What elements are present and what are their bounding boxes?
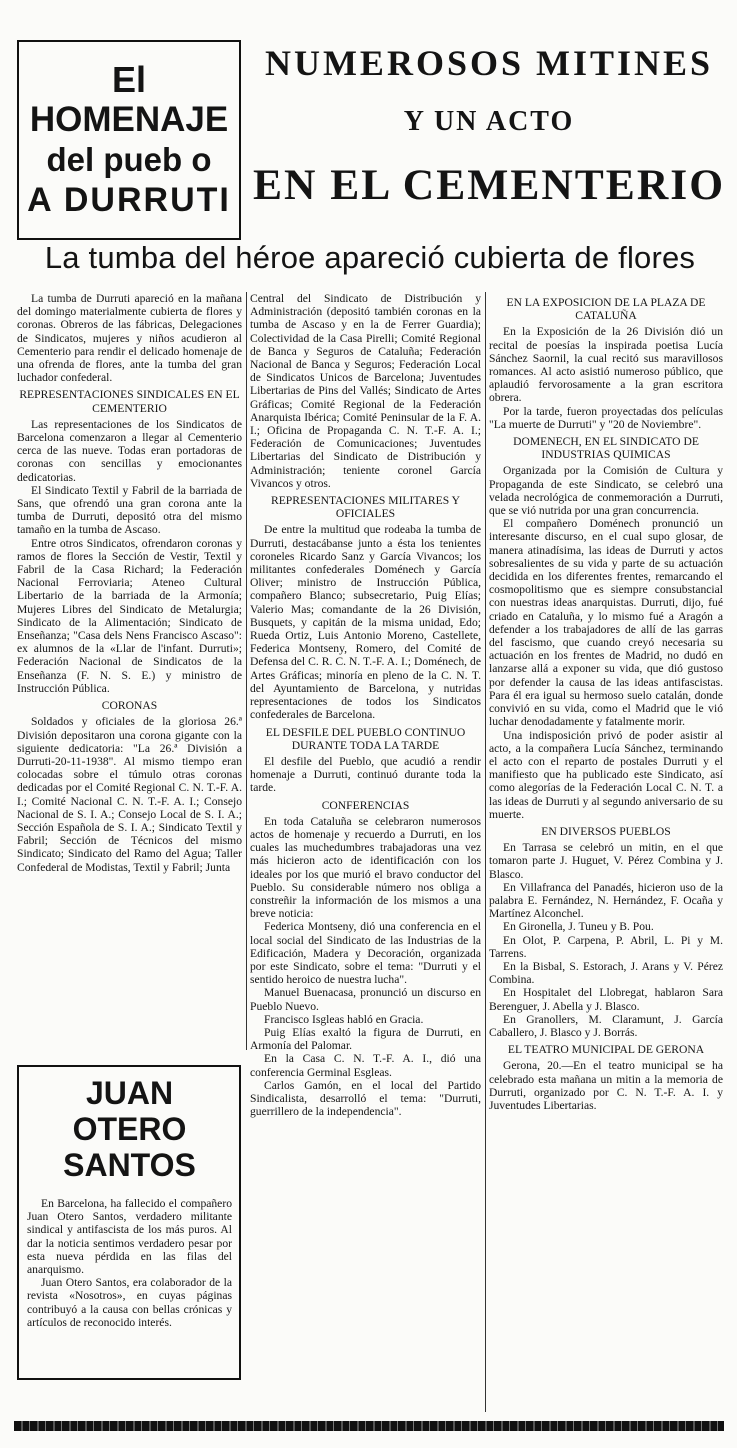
paragraph: Puig Elías exaltó la figura de Durruti, en Armonía del Palomar. xyxy=(250,1025,481,1053)
paragraph: Organizada por la Comisión de Cultura y Propaganda de este Sindicato, se celebró una velada necrológica de conmemoración a Durruti, que se vió nutrida por una gran concurrencia. xyxy=(489,464,723,518)
section-heading: EL DESFILE DEL PUEBLO CONTINUO DURANTE TODA LA TARDE xyxy=(265,725,466,752)
paragraph: Gerona, 20.—En el teatro municipal se ha celebrado esta mañana un mitin a la memoria de Durruti, organizado por C. N. T.-F. A. I. y Juventudes Libertarias. xyxy=(489,1059,723,1112)
section-heading: REPRESENTACIONES SINDICALES EN EL CEMENTERIO xyxy=(19,388,240,415)
column-1 xyxy=(17,292,242,874)
column-divider xyxy=(246,292,247,1050)
paragraph: En Olot, P. Carpena, P. Abril, L. Pi y M. Tarrens. xyxy=(489,933,723,960)
paragraph: En Tarrasa se celebró un mitin, en el que tomaron parte J. Huguet, V. Pérez Combina y J. Blasco. xyxy=(489,841,723,881)
paragraph: Soldados y oficiales de la gloriosa 26.ª División depositaron una corona gigante con la siguiente dedicatoria: "La 26.ª División a Durruti-20-11-1938". Al mismo tiempo eran colocadas sobre el túmulo otras coronas dedicadas por el Comité Regional C. N. T.-F. A. I.; Comité Nacional C. N. T.-F. A. I.; Consejo Nacional de S. I. A.; Consejo Local de S. I. A.; Sección Española de S. I. A.; Sindicato Textil y Fabril; Sección de Técnicos del mismo Sindicato; Sindicato del Ramo del Agua; Taller Confederal de Modistas, Textil y Fabril; Junta xyxy=(17,715,242,874)
paragraph: En Granollers, M. Claramunt, J. García Caballero, J. Blasco y J. Borrás. xyxy=(489,1012,723,1039)
paragraph: La tumba de Durruti apareció en la mañana del domingo materialmente cubierta de flores y coronas. Obreros de las fábricas, Delegaciones de Sindicatos, mujeres y niños acudieron al Cementerio para rendir el delicado homenaje de una ofrenda de flores, ante la tumba del gran luchador confederal. xyxy=(17,292,242,385)
headline-line-2: Y UN ACTO xyxy=(403,106,575,137)
title-line-2: HOMENAJE xyxy=(29,100,229,139)
column-3 xyxy=(489,292,723,1112)
column-divider xyxy=(485,292,486,1412)
headline-line-3: EN EL CEMENTERIO xyxy=(252,161,726,209)
paragraph: Carlos Gamón, en el local del Partido Sindicalista, desarrolló el tema: "Durruti, guerrillero de la independencia". xyxy=(250,1078,481,1119)
section-heading: CONFERENCIAS xyxy=(321,798,410,812)
obituary-text xyxy=(27,1197,232,1329)
homenaje-title-box xyxy=(17,40,241,240)
section-heading: DOMENECH, EN EL SINDICATO DE INDUSTRIAS QUIMICAS xyxy=(513,435,699,462)
paragraph: Entre otros Sindicatos, ofrendaron coronas y ramos de flores la Sección de Vestir, Textil y Fabril de la Casa Richard; la Federación Nacional Ferroviaria; Ateneo Cultural Libertario de la barriada de la Armonía; Mujeres Libres del Sindicato de Metalurgia; Sindicato de la Alimentación; Sindicato de Enseñanza; "Casa dels Nens Francisco Ascaso": ex alumnos de la «Llar de l'infant. Durruti»; Federación Nacional de Sindicatos de la Enseñanza (F. N. S. E.) y ministro de Instrucción Pública. xyxy=(17,536,242,695)
paragraph: En la Casa C. N. T.-F. A. I., dió una conferencia Germinal Esgleas. xyxy=(250,1052,481,1079)
paragraph: En Hospitalet del Llobregat, hablaron Sara Berenguer, J. Abella y J. Blasco. xyxy=(489,986,723,1013)
title-line-1: El xyxy=(111,59,146,100)
section-heading: CORONAS xyxy=(101,699,158,713)
title-line-3: del pueb o xyxy=(46,141,212,178)
paragraph: Central del Sindicato de Distribución y Administración (depositó también coronas en la tumba de Ascaso y en la de Ferrer Guardia); Colectividad de la Casa Pirelli; Comité Regional de Banca y Seguros de Cataluña; Federación Nacional de Banca y Seguros; Federación Local de Sindicatos Unicos de Barcelona; Juventudes Libertarias de Pins del Vallés; Sindicato de Artes Gráficas; Comité Regional de la Federación Anarquista Ibérica; Comité Peninsular de la F. A. I.; Oficina de Propaganda C. N. T.-F. A. I.; Federación de Comunicaciones; Juventudes Libertarias del Sindicato de Distribución y Administración; teniente coronel García Vivancos y otros. xyxy=(250,292,481,490)
paragraph: El compañero Doménech pronunció un interesante discurso, en el cual supo glosar, de manera atinadísima, las ideas de Durruti y actos sobresalientes de su vida y parte de su actuación decidida en los diferentes frentes, remarcando el cosmopolitismo que es siempre consubstancial con nuestras ideas anarquistas. Durruti, dijo, fué criado en Cataluña, y lo mismo fué a Aragón a defender a los trabajadores de allí de las garras del fascismo, que cuando creyó necesaria su actuación en los frentes de Madrid, no dudó en lanzarse allá a exponer su vida, que dió gustoso por defender la causa de las ideas antifascistas. Para él era igual su hermoso suelo catalán, donde convivió en su vida, como el Madrid que le vió luchar denodadamente y fatalmente morir. xyxy=(489,517,723,729)
obituary-box xyxy=(17,1065,241,1380)
paragraph: Francisco Isgleas habló en Gracia. xyxy=(264,1012,424,1026)
paragraph: Manuel Buenacasa, pronunció un discurso en Pueblo Nuevo. xyxy=(250,986,481,1013)
subheadline: La tumba del héroe apareció cubierta de flores xyxy=(44,240,696,275)
paragraph: En toda Cataluña se celebraron numerosos actos de homenaje y recuerdo a Durruti, en los cuales las muchedumbres trabajadoras una vez más hicieron acto de identificación con los ideales por los que murió el bravo conductor del Pueblo. Su considerable número nos obliga a constreñir la información de los mismos a una breve noticia: xyxy=(250,814,481,921)
paragraph: Por la tarde, fueron proyectadas dos películas "La muerte de Durruti" y "20 de Noviembre". xyxy=(489,404,723,431)
paragraph: En la Exposición de la 26 División dió un recital de poesías la inspirada poetisa Lucía Sánchez Saornil, la cual recitó sus maravillosos romances. Al acto asistió numeroso público, que aplaudió fervorosamente a la gran escritora obrera. xyxy=(489,325,723,405)
paragraph: En Gironella, J. Tuneu y B. Pou. xyxy=(503,920,654,934)
obituary-title: JUAN OTERO SANTOS xyxy=(63,1075,196,1183)
paragraph: En la Bisbal, S. Estorach, J. Arans y V. Pérez Combina. xyxy=(489,959,723,987)
paragraph: Una indisposición privó de poder asistir al acto, a la compañera Lucía Sánchez, terminando el acto con el reparto de postales Durruti y el manifiesto que ha publicado este Sindicato, así como alegorías de la Federación Local C. N. T. a las ideas de Durruti y al segundo aniversario de su muerte. xyxy=(489,728,723,821)
headline-line-1: NUMEROSOS MITINES xyxy=(264,43,714,83)
section-heading: REPRESENTACIONES MILITARES Y OFICIALES xyxy=(270,494,460,521)
paragraph: El Sindicato Textil y Fabril de la barriada de Sans, que ofrendó una gran corona ante la tumba de Durruti, depositó otra del mismo tamaño en la tumba de Ascaso. xyxy=(17,483,242,537)
title-line-4: A DURRUTI xyxy=(27,181,231,219)
paragraph: En Villafranca del Panadés, hicieron uso de la palabra E. Fernández, N. Hernández, F. Ocaña y Martínez Alconchel. xyxy=(489,880,723,921)
main-headline xyxy=(250,40,728,240)
section-heading: EN LA EXPOSICION DE LA PLAZA DE CATALUÑA xyxy=(506,296,706,323)
paragraph: El desfile del Pueblo, que acudió a rendir homenaje a Durruti, continuó durante toda la tarde. xyxy=(250,754,481,795)
paragraph: De entre la multitud que rodeaba la tumba de Durruti, destacábanse junto a ésta los tenientes coroneles Ricardo Sanz y García Vivancos; los militantes confederales Doménech y García Oliver; ministro de Instrucción Pública, compañero Blanco; subsecretario, Puig Elías; Valerio Mas; comandante de la 26 División, Busquets, y capitán de la misma unidad, Edo; Rueda Ortiz, Luis Antonio Moreno, Castellete, Federica Montseny, Romero, del Comité de Defensa del C. R. C. N. T.-F. A. I.; Doménech, de Artes Gráficas; minoría en pleno de la C. N. T. del Ayuntamiento de Barcelona, y nutridas representaciones de todos los Sindicatos confederales de Barcelona. xyxy=(250,523,481,722)
bottom-divider-rule xyxy=(14,1421,724,1431)
paragraph: En Barcelona, ha fallecido el compañero Juan Otero Santos, verdadero militante sindical y antifascista de los más puros. Al dar la noticia sentimos verdadero pesar por esta nueva pérdida en las filas del anarquismo. xyxy=(27,1197,232,1277)
paragraph: Federica Montseny, dió una conferencia en el local social del Sindicato de las Industrias de la Edificación, Madera y Decoración, organizada por este Sindicato, sobre el tema: "Durruti y el sentido heroico de nuestra lucha". xyxy=(250,920,481,987)
column-2 xyxy=(250,292,481,1118)
paragraph: Juan Otero Santos, era colaborador de la revista «Nosotros», en cuyas páginas contribuyó a la causa con bellas crónicas y artículos de reconocido interés. xyxy=(27,1276,232,1329)
section-heading: EN DIVERSOS PUEBLOS xyxy=(541,824,671,838)
section-heading: EL TEATRO MUNICIPAL DE GERONA xyxy=(507,1043,705,1057)
paragraph: Las representaciones de los Sindicatos de Barcelona comenzaron a llegar al Cementerio cerca de las nueve. Todas eran portadoras de coronas con sencillas y emocionantes dedicatorias. xyxy=(17,417,242,484)
